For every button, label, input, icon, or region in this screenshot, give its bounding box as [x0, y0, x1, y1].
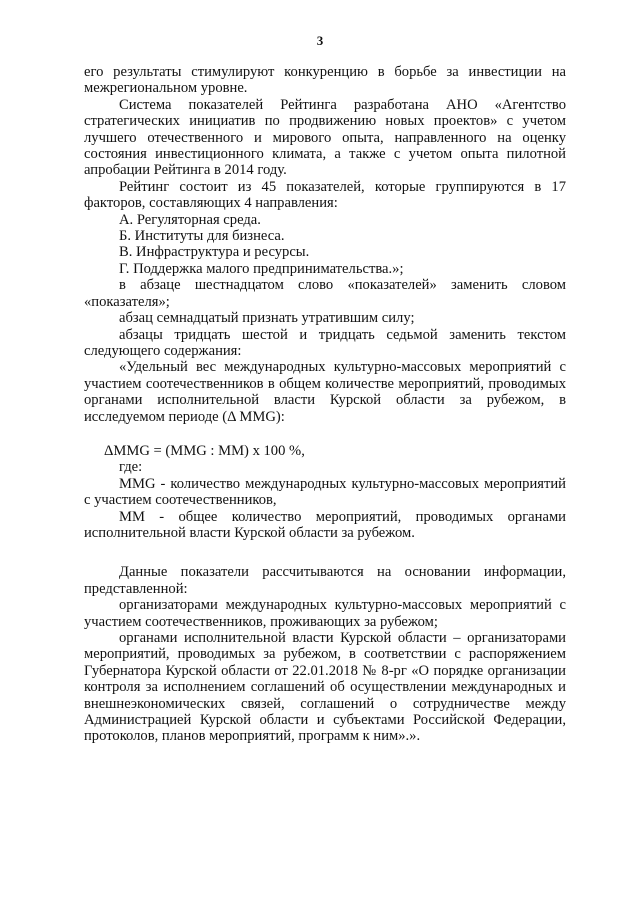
list-item: А. Регуляторная среда.: [119, 211, 261, 228]
spacer: [84, 541, 566, 564]
paragraph: Данные показатели рассчитываются на основании информации, представленной:: [84, 564, 566, 597]
paragraph: абзац семнадцатый признать утратившим силу;: [119, 310, 415, 327]
paragraph: организаторами международных культурно-массовых мероприятий с участием соотечественников, проживающих за рубежом;: [84, 597, 566, 630]
paragraph: в абзаце шестнадцатом слово «показателей» заменить словом «показателя»;: [84, 277, 566, 310]
page-number: 3: [316, 33, 324, 48]
list-item: Г. Поддержка малого предпринимательства.»;: [119, 260, 404, 277]
paragraph: Система показателей Рейтинга разработана АНО «Агентство стратегических инициатив по продвижению новых проектов» с учетом лучшего отечественного и мирового опыта, направленного на оценку состояния инвестиционного климата, а также с учетом опыта пилотной апробации Рейтинга в 2014 году.: [84, 96, 566, 179]
document-body: [84, 64, 566, 745]
paragraph: «Удельный вес международных культурно-массовых мероприятий с участием соотечественников в общем количестве мероприятий, проводимых органами исполнительной власти Курской области за рубежом, в исследуемом периоде (Δ MMG):: [84, 359, 566, 425]
where-label: где:: [119, 459, 143, 476]
paragraph: органами исполнительной власти Курской области – организаторами мероприятий, проводимых за рубежом, в соответствии с распоряжением Губернатора Курской области от 22.01.2018 № 8-рг «О порядке организации контроля за исполнением соглашений об осуществлении международных и внешнеэкономических связей, соглашений о сотрудничестве между Администрацией Курской области и субъектами Российской Федерации, протоколов, планов мероприятий, программ к ним».».: [84, 630, 566, 745]
formula: ΔMMG = (MMG : MM) x 100 %,: [104, 442, 305, 459]
paragraph: Рейтинг состоит из 45 показателей, которые группируются в 17 факторов, составляющих 4 направления:: [84, 178, 566, 212]
definition: MM - общее количество мероприятий, проводимых органами исполнительной власти Курской области за рубежом.: [84, 508, 566, 541]
paragraph: абзацы тридцать шестой и тридцать седьмой заменить текстом следующего содержания:: [84, 326, 566, 359]
paragraph: его результаты стимулируют конкуренцию в борьбе за инвестиции на межрегиональном уровне.: [84, 64, 566, 97]
list-item: В. Инфраструктура и ресурсы.: [119, 244, 310, 261]
definition: MMG - количество международных культурно-массовых мероприятий с участием соотечественников,: [84, 475, 566, 509]
list-item: Б. Институты для бизнеса.: [119, 228, 285, 245]
